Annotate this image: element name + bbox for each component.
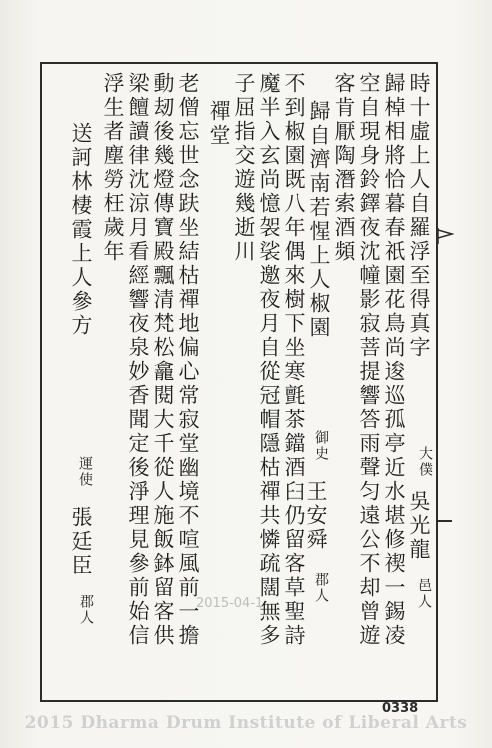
page-number: 0338 <box>382 701 419 716</box>
fold-mark-icon <box>438 226 454 246</box>
poem-line: 老僧忘世念趺坐結枯禪地偏心常寂堂幽境不喧風前一擔 <box>176 72 200 648</box>
poem-line: 浮生者塵勞枉歲年 <box>101 72 125 264</box>
poem-line: 魔半入玄尚憶袈裟邀夜月自從冠帽隱枯禪共憐疏闊無多 <box>257 72 281 648</box>
poem-line: 動刼後幾燈傳寶殿飄清梵松龕閱大千從人施飯鉢留客供 <box>151 72 175 648</box>
poem-title-4: 送訶林棲霞上人參方 <box>69 122 93 338</box>
margin-tick <box>438 520 452 522</box>
date-stamp: 2015-04-1 <box>196 596 264 611</box>
author-origin: 邑人 <box>416 578 432 610</box>
poem-line: 空自現身鈴鐸夜沈幢影寂菩提響答雨聲匀遠公不却曾遊 <box>357 72 381 648</box>
author-title: 大僕 <box>417 446 433 478</box>
author-title: 御史 <box>313 430 329 462</box>
poem-line: 客肯厭陶潛索酒頻 <box>332 72 356 264</box>
author-origin: 郡人 <box>78 594 94 626</box>
poem-line: 歸棹相將恰暮春祇園花鳥尚逡巡孤亭近水堪修禊一錫凌 <box>382 72 406 648</box>
author-origin: 郡人 <box>313 572 329 604</box>
author-title: 運使 <box>77 456 93 488</box>
author-name: 吳光龍 <box>407 490 431 562</box>
institution-watermark: 2015 Dharma Drum Institute of Liberal Arts <box>24 713 468 733</box>
poem-title-1: 時十虛上人自羅浮至得真字 <box>407 72 431 360</box>
poem-title-2: 歸自濟南若惺上人椒園 <box>307 100 331 340</box>
poem-line: 梁饘讀律沈涼月看經響夜泉妙香聞定後淨理見參前始信 <box>126 72 150 648</box>
poem-line: 子屈指交遊幾逝川 <box>232 72 256 264</box>
poem-title-3: 禪堂 <box>207 100 231 148</box>
frame-right-edge <box>436 62 438 702</box>
poem-line: 不到椒園既八年偶來樹下坐寒氈茶鐺酒臼仍留客草聖詩 <box>282 72 306 648</box>
author-name: 王安舜 <box>304 480 328 552</box>
author-name: 張廷臣 <box>69 506 93 578</box>
